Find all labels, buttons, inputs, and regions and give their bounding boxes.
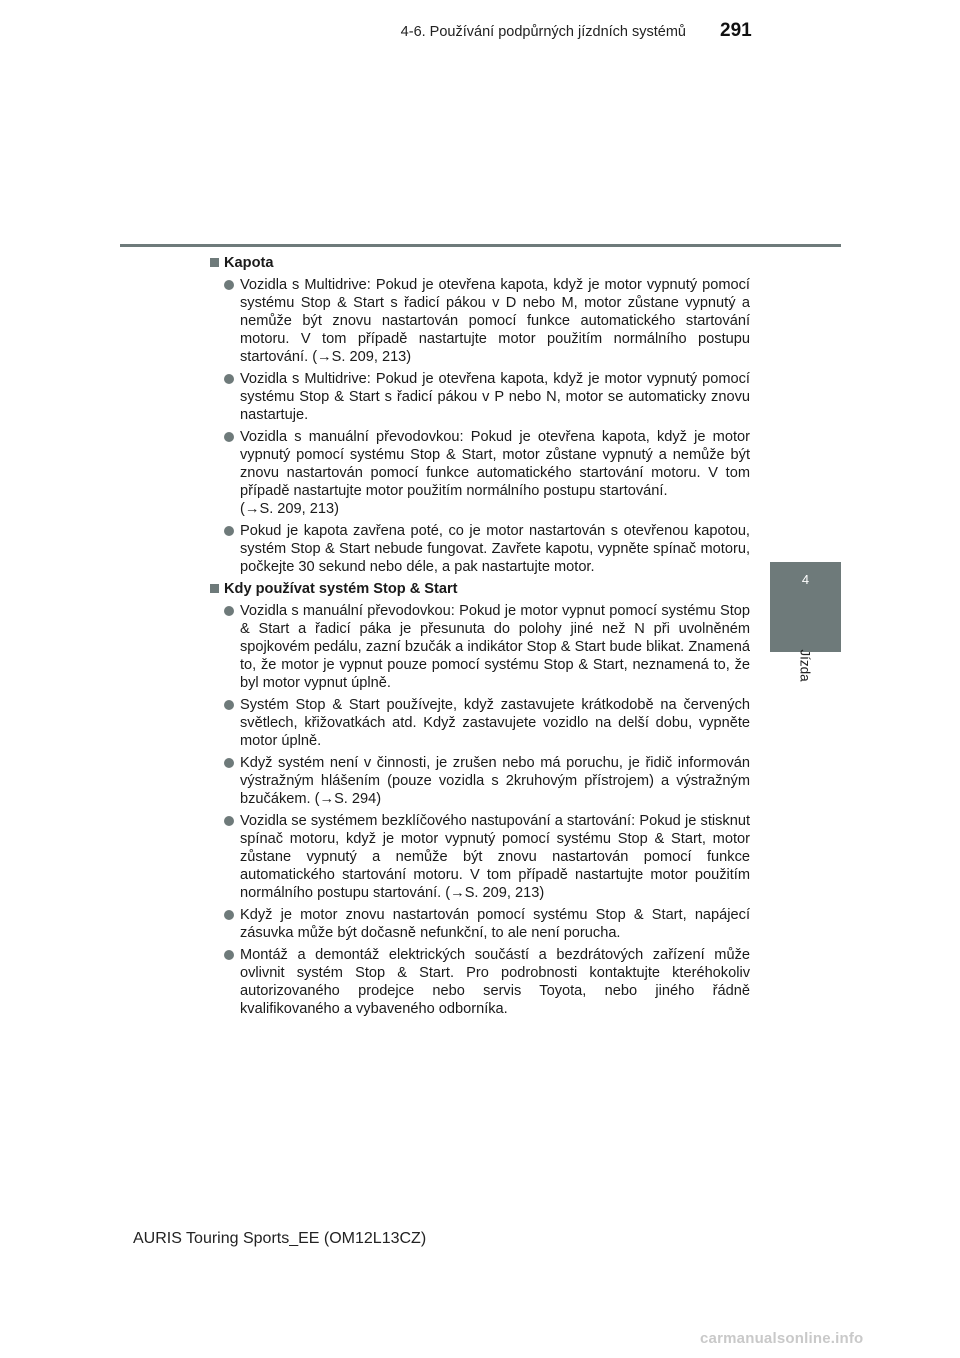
chapter-label: Jízda xyxy=(798,648,813,682)
list-item-text: Když je motor znovu nastartován pomocí systému Stop & Start, napájecí zásuvka může být dočasně nefunkční, to ale není porucha. xyxy=(240,907,750,941)
list-item xyxy=(210,906,750,942)
list-item xyxy=(210,428,750,518)
section-heading-kapota xyxy=(210,254,750,272)
circle-bullet-icon xyxy=(224,950,234,960)
square-bullet-icon xyxy=(210,584,219,593)
circle-bullet-icon xyxy=(224,700,234,710)
section-heading-stop-start xyxy=(210,580,750,598)
watermark[interactable]: carmanualsonline.info xyxy=(700,1330,864,1347)
square-bullet-icon xyxy=(210,258,219,267)
list-item-text: Systém Stop & Start používejte, když zastavujete krátkodobě na červených světlech, křižovatkách atd. Když zastavujete vozidlo na delší dobu, vypněte motor úplně. xyxy=(240,697,750,749)
heading-text: Kapota xyxy=(224,255,274,271)
circle-bullet-icon xyxy=(224,374,234,384)
footer-model: AURIS Touring Sports_EE (OM12L13CZ) xyxy=(133,1230,427,1247)
chapter-number: 4 xyxy=(801,572,810,587)
header-divider xyxy=(120,244,841,247)
list-item-text: Vozidla s manuální převodovkou: Pokud je motor vypnut pomocí systému Stop & Start a řadicí páka je přesunuta do polohy jiné než N při uvolněném spojkovém pedálu, zazní bzučák a indikátor Stop & Start bude blikat. Znamená to, že motor je vypnut pouze pomocí systému Stop & Start, neznamená to, že byl motor vypnut úplně. xyxy=(240,603,750,691)
list-item-text: Vozidla s manuální převodovkou: Pokud je otevřena kapota, když je motor vypnutý pomocí systému Stop & Start, motor zůstane vypnutý a nemůže být znovu nastartován pomocí funkce automatického startování motoru. V tom případě nastartujte motor použitím normálního postupu startování. (→S. 209, 213) xyxy=(240,429,750,517)
circle-bullet-icon xyxy=(224,606,234,616)
circle-bullet-icon xyxy=(224,816,234,826)
list-item xyxy=(210,370,750,424)
list-item-text: Vozidla s Multidrive: Pokud je otevřena kapota, když je motor vypnutý pomocí systému Stop & Start s řadicí pákou v D nebo M, motor zůstane vypnutý a nemůže být znovu nastartován pomocí funkce automatického startování motoru. V tom případě nastartujte motor použitím normálního postupu startování. (→S. 209, 213) xyxy=(240,277,750,365)
list-item-text: Když systém není v činnosti, je zrušen nebo má poruchu, je řidič informován výstražným hlášením (pouze vozidla s 2kruhovým přístrojem) a výstražným bzučákem. (→S. 294) xyxy=(240,755,750,807)
circle-bullet-icon xyxy=(224,432,234,442)
list-item xyxy=(210,696,750,750)
list-item xyxy=(210,946,750,1018)
list-item-text: Pokud je kapota zavřena poté, co je motor nastartován s otevřenou kapotou, systém Stop & Start nebude fungovat. Zavřete kapotu, vypněte spínač motoru, počkejte 30 sekund nebo déle, a pak nastartujte motor. xyxy=(240,523,750,575)
circle-bullet-icon xyxy=(224,526,234,536)
list-item xyxy=(210,522,750,576)
list-item-text: Vozidla se systémem bezklíčového nastupování a startování: Pokud je stisknut spínač motoru, když je motor vypnutý pomocí systému Stop & Start, motor zůstane vypnutý a nemůže být znovu nastartován pomocí funkce automatického startování motoru. V tom případě nastartujte motor použitím normálního postupu startování. (→S. 209, 213) xyxy=(240,813,750,901)
chapter-label-wrap xyxy=(770,620,841,710)
list-item xyxy=(210,602,750,692)
list-item-text: Vozidla s Multidrive: Pokud je otevřena kapota, když je motor vypnutý pomocí systému Stop & Start s řadicí pákou v P nebo N, motor se automaticky znovu nastartuje. xyxy=(240,371,750,423)
circle-bullet-icon xyxy=(224,910,234,920)
circle-bullet-icon xyxy=(224,758,234,768)
section-title: 4-6. Používání podpůrných jízdních systémů xyxy=(400,24,686,40)
page-number: 291 xyxy=(720,20,752,41)
heading-text: Kdy používat systém Stop & Start xyxy=(224,581,458,597)
list-item xyxy=(210,754,750,808)
list-item xyxy=(210,812,750,902)
circle-bullet-icon xyxy=(224,280,234,290)
list-item-text: Montáž a demontáž elektrických součástí a bezdrátových zařízení může ovlivnit systém Stop & Start. Pro podrobnosti kontaktujte kteréhokoliv autorizovaného prodejce nebo servis Toyota, nebo jiného řádně kvalifikovaného a vybaveného odborníka. xyxy=(240,947,750,1017)
page-content xyxy=(210,254,750,1022)
list-item xyxy=(210,276,750,366)
